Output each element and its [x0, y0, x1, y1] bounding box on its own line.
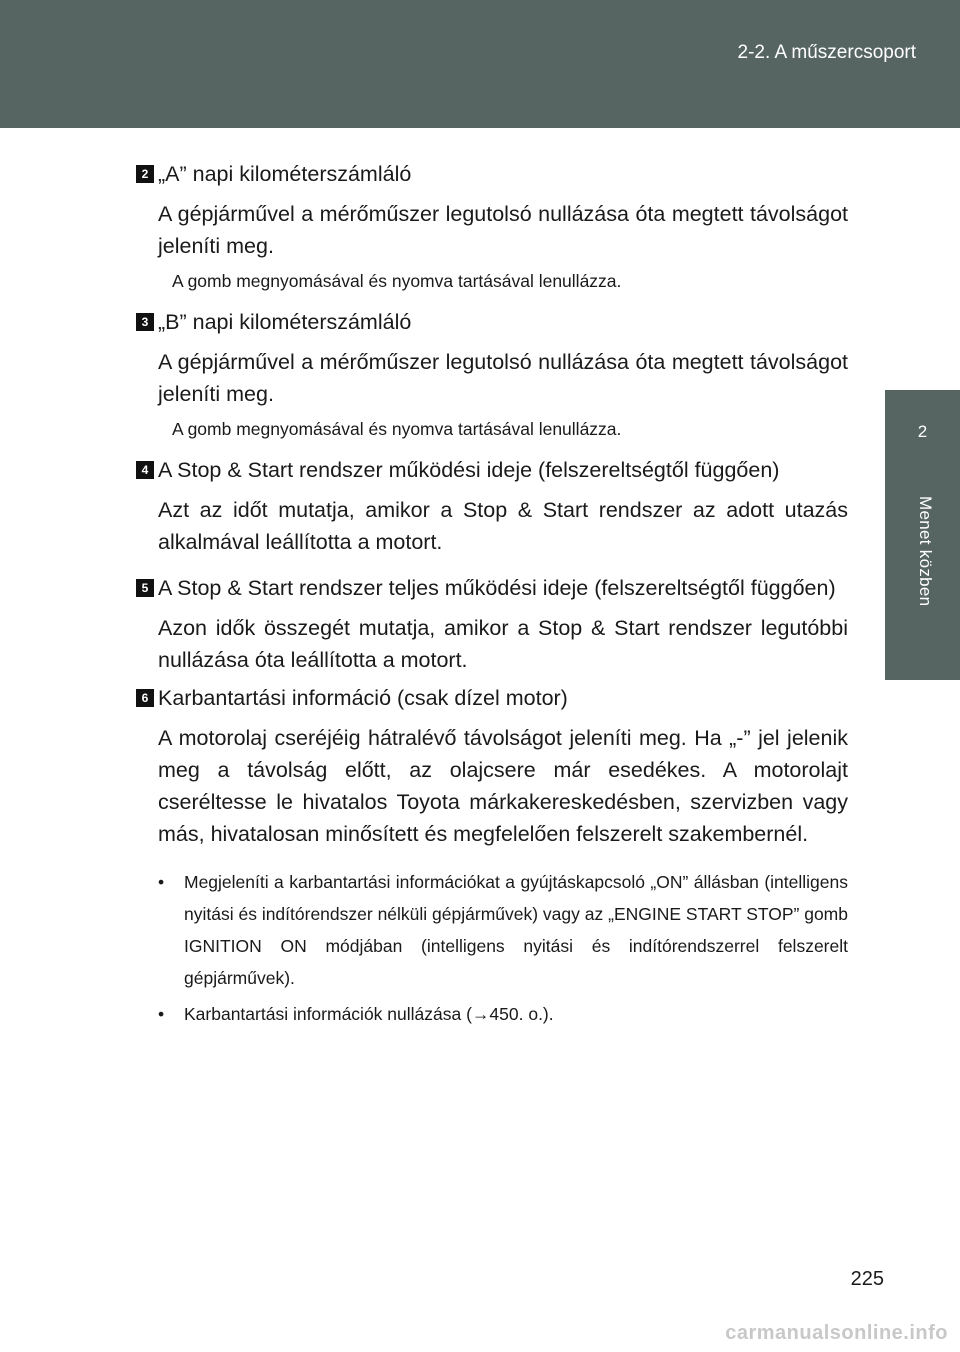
- bullet-dot: •: [158, 1004, 165, 1024]
- page-header: [0, 0, 960, 128]
- item-title: „B” napi kilométerszámláló: [158, 310, 412, 334]
- item-title: A Stop & Start rendszer működési ideje (felszereltségtől függően): [158, 458, 780, 482]
- item-note: A gomb megnyomásával és nyomva tartásával lenullázza.: [172, 419, 622, 439]
- bullet-item: [158, 866, 848, 994]
- item-number-marker: 6: [136, 689, 154, 707]
- item-title: Karbantartási információ (csak dízel motor): [158, 686, 568, 710]
- item-number-marker: 4: [136, 461, 154, 479]
- list-item: [136, 454, 848, 558]
- item-number-marker: 2: [136, 165, 154, 183]
- chapter-number: 2: [917, 422, 928, 441]
- chapter-tab: [885, 390, 960, 680]
- bullet-list: [158, 866, 848, 1030]
- section-title: 2-2. A műszercsoport: [737, 42, 916, 63]
- bullet-text: Megjeleníti a karbantartási információkat a gyújtáskapcsoló „ON” állásban (intelligens nyitási és indítórendszer nélküli gépjárművek) vagy az „ENGINE START STOP” gomb IGNITION ON módjában (intelligens nyitási és indítórendszerrel felszerelt gépjárművek).: [184, 872, 848, 988]
- bullet-item: [158, 998, 848, 1030]
- page-number: 225: [850, 1268, 884, 1290]
- item-number-marker: 5: [136, 579, 154, 597]
- item-body: A gépjárművel a mérőműszer legutolsó nullázása óta megtett távolságot jeleníti meg.: [158, 350, 848, 406]
- bullet-text: Karbantartási információk nullázása (→450. o.).: [184, 1004, 554, 1024]
- chapter-label: Menet közben: [916, 496, 935, 607]
- list-item: [136, 306, 848, 442]
- list-item: [136, 682, 848, 850]
- item-note: A gomb megnyomásával és nyomva tartásával lenullázza.: [172, 271, 622, 291]
- item-body: Azt az időt mutatja, amikor a Stop & Start rendszer az adott utazás alkalmával leállította a motort.: [158, 498, 848, 554]
- list-item: [136, 572, 848, 676]
- watermark: carmanualsonline.info: [725, 1322, 948, 1344]
- item-title: A Stop & Start rendszer teljes működési ideje (felszereltségtől függően): [158, 576, 836, 600]
- list-item: [136, 158, 848, 294]
- item-body: Azon idők összegét mutatja, amikor a Stop & Start rendszer legutóbbi nullázása óta leállította a motort.: [158, 616, 848, 672]
- item-title: „A” napi kilométerszámláló: [158, 162, 412, 186]
- item-body: A motorolaj cseréjéig hátralévő távolságot jeleníti meg. Ha „-” jel jelenik meg a távolság előtt, az olajcsere már esedékes. A motorolajt cseréltesse le hivatalos Toyota márkakereskedésben, szervizben vagy más, hivatalosan minősített és megfelelően felszerelt szakembernél.: [158, 726, 848, 846]
- page-content: [136, 158, 848, 1030]
- bullet-dot: •: [158, 872, 165, 892]
- item-number-marker: 3: [136, 313, 154, 331]
- item-body: A gépjárművel a mérőműszer legutolsó nullázása óta megtett távolságot jeleníti meg.: [158, 202, 848, 258]
